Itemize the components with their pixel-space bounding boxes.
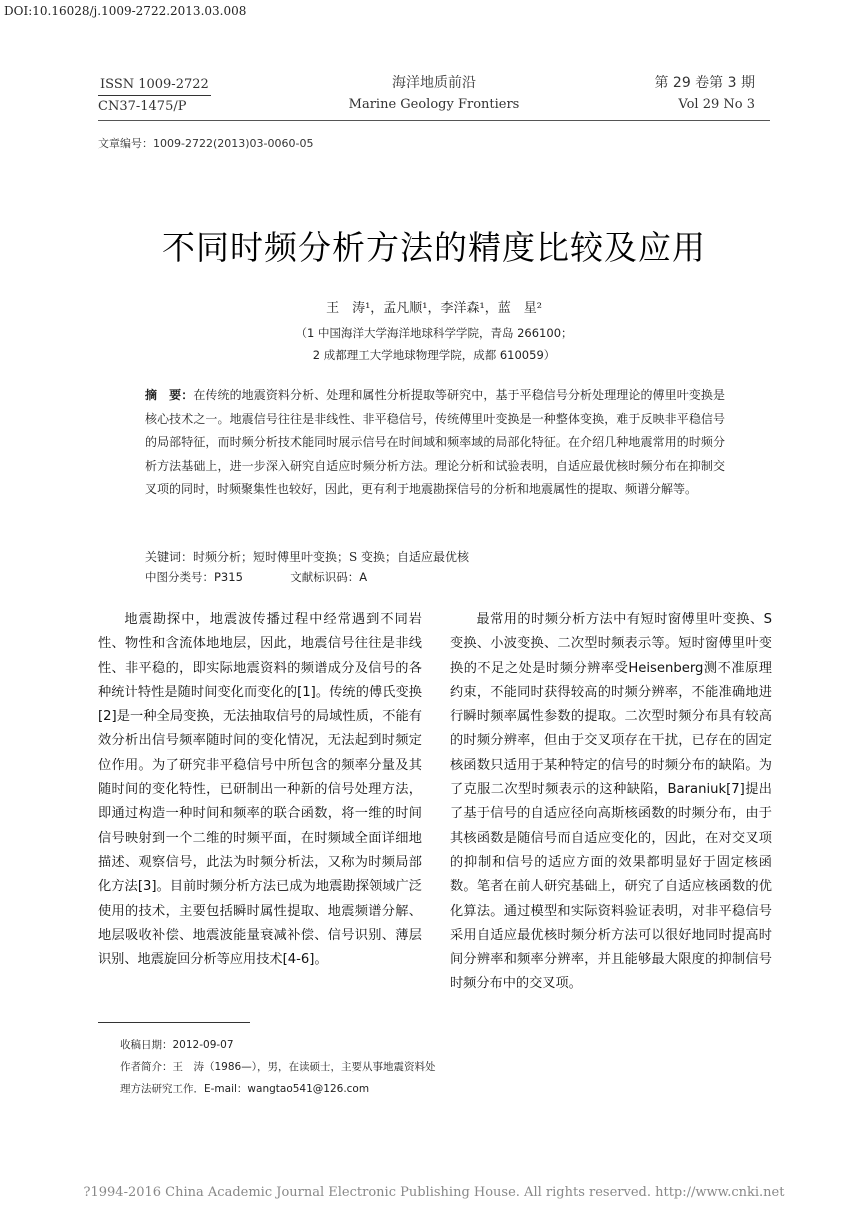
journal-name-en: Marine Geology Frontiers: [348, 97, 520, 112]
keywords-label: 关键词：: [145, 550, 194, 564]
abstract: [145, 384, 725, 502]
volume-cn: 第 29 卷第 3 期: [654, 75, 755, 91]
abstract-text: 在传统的地震资料分析、处理和属性分析提取等研究中，基于平稳信号分析处理理论的傅里叶变换是核心技术之一。地震信号往往是非线性、非平稳信号，传统傅里叶变换是一种整体变换，难于反映非平稳信号的局部特征，而时频分析技术能同时展示信号在时间域和频率域的局部化特征。在介绍几种地震常用的时频分析方法基础上，进一步深入研究自适应时频分析方法。理论分析和试验表明，自适应最优核时频分布在抑制交叉项的同时，时频聚集性也较好，因此，更有利于地震勘探信号的分析和地震属性的提取、频谱分解等。: [145, 388, 725, 496]
footnote-rule: [98, 1022, 250, 1023]
classification: [145, 569, 367, 585]
cn-code: CN37-1475/P: [98, 99, 187, 114]
footnotes: [98, 1034, 438, 1100]
body-paragraph: 最常用的时频分析方法中有短时窗傅里叶变换、S变换、小波变换、二次型时频表示等。短时窗傅里叶变换的不足之处是时频分辨率受Heisenberg测不准原理约束，不能同时获得较高的时频分辨率，不能准确地进行瞬时频率属性参数的提取。二次型时频分布具有较高的时频分辨率，但由于交叉项存在干扰，已存在的固定核函数只适用于某种特定的信号的时频分布的缺陷。为了克服二次型时频表示的这种缺陷，Baraniuk[7]提出了基于信号的自适应径向高斯核函数的时频分布，由于其核函数是随信号而自适应变化的，因此，在对交叉项的抑制和信号的适应方面的效果都明显好于固定核函数。笔者在前人研究基础上，研究了自适应核函数的优化算法。通过模型和实际资料验证表明，对非平稳信号采用自适应最优核时频分析方法可以很好地同时提高时间分辨率和频率分辨率，并且能够最大限度的抑制信号时频分布中的交叉项。: [450, 612, 772, 992]
body-column-left: [98, 608, 422, 972]
paper-title: 不同时频分析方法的精度比较及应用: [162, 228, 706, 267]
header-rule: [98, 120, 770, 121]
volume-en: Vol 29 No 3: [678, 97, 755, 112]
document-code: 文献标识码：A: [290, 570, 368, 584]
received-date: 收稿日期：2012-09-07: [120, 1039, 234, 1051]
copyright-footer: ?1994-2016 China Academic Journal Electronic Publishing House. All rights reserved. http://www.cnki.net: [83, 1185, 785, 1200]
author-list: 王 涛¹，孟凡顺¹，李洋森¹，蓝 星²: [326, 301, 542, 316]
keywords-text: 时频分析；短时傅里叶变换；S 变换；自适应最优核: [193, 550, 470, 564]
affiliation-2: 2 成都理工大学地球物理学院，成都 610059）: [312, 348, 556, 362]
abstract-label: 摘 要：: [145, 388, 194, 402]
body-paragraph: 地震勘探中，地震波传播过程中经常遇到不同岩性、物性和含流体地地层，因此，地震信号往往是非线性、非平稳的，即实际地震资料的频谱成分及信号的各种统计特性是随时间变化而变化的[1]。传统的傅氏变换[2]是一种全局变换，无法抽取信号的局域性质，不能有效分析出信号频率随时间的变化情况，无法起到时频定位作用。为了研究非平稳信号中所包含的频率分量及其随时间的变化特性，已研制出一种新的信号处理方法，即通过构造一种时间和频率的联合函数，将一维的时间信号映射到一个二维的时频平面，在时频域全面详细地描述、观察信号，此法为时频分析法，又称为时频局部化方法[3]。目前时频分析方法已成为地震勘探领域广泛使用的技术，主要包括瞬时属性提取、地震频谱分解、地层吸收补偿、地震波能量衰减补偿、信号识别、薄层识别、地震旋回分析等应用技术[4-6]。: [98, 612, 422, 968]
body-column-right: [450, 608, 772, 997]
doi-label: DOI:10.16028/j.1009-2722.2013.03.008: [4, 4, 247, 18]
article-number: 文章编号：1009-2722(2013)03-0060-05: [98, 137, 314, 150]
clc-number: 中图分类号：P315: [145, 570, 243, 584]
volume-info: [654, 72, 755, 116]
issn: ISSN 1009-2722: [98, 74, 211, 96]
affiliation-1: （1 中国海洋大学海洋地球科学学院，青岛 266100；: [295, 326, 573, 340]
affiliations: [0, 322, 868, 366]
keywords: [145, 546, 745, 568]
journal-name-cn: 海洋地质前沿: [392, 75, 476, 91]
author-bio: 作者简介：王 涛（1986—），男，在读硕士，主要从事地震资料处理方法研究工作．E-mail：wangtao541@126.com: [120, 1061, 436, 1095]
